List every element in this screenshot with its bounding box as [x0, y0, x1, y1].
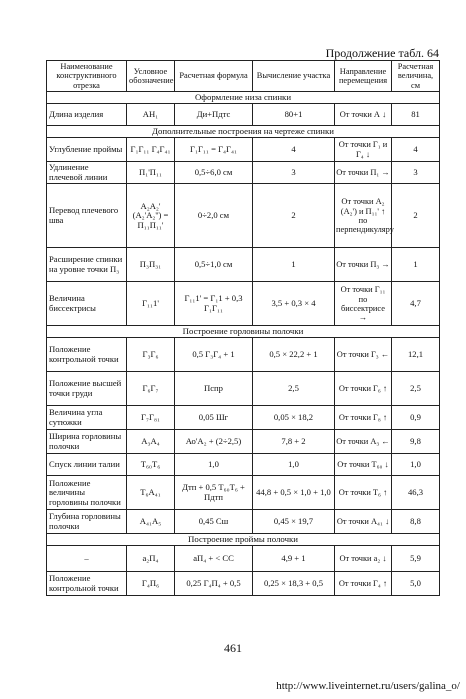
cell-formula: 0,5 Г₃Г₄ + 1 [175, 338, 253, 372]
cell-segment-name: Величина биссектрисы [47, 282, 127, 326]
cell-formula: 0,5÷6,0 см [175, 162, 253, 184]
cell-symbol: Г₄П₆ [127, 572, 175, 596]
table-continuation-label: Продолжение табл. 64 [325, 46, 439, 60]
cell-segment-name: Глубина горловины полочки [47, 510, 127, 534]
cell-formula: 1,0 [175, 454, 253, 476]
cell-direction: От точки Т₆₀ ↓ [335, 454, 392, 476]
cell-direction: От точки Г₃ ← [335, 338, 392, 372]
cell-formula: Г₁₁1' = Г₁1 + 0,3 Г₁Г₁₁ [175, 282, 253, 326]
cell-value: 2,5 [392, 372, 440, 406]
cell-formula: 0÷2,0 см [175, 184, 253, 248]
cell-segment-name: Длина изделия [47, 104, 127, 126]
table-row [47, 454, 440, 476]
table-row [47, 184, 440, 248]
cell-direction: От точки Г₄ ↑ [335, 572, 392, 596]
cell-direction: От точки Г₈ ↑ [335, 406, 392, 430]
cell-value: 4 [392, 138, 440, 162]
header-calculation: Вычисление участка [253, 61, 335, 92]
table-row [47, 104, 440, 126]
cell-calculation: 4 [253, 138, 335, 162]
cell-value: 5,9 [392, 546, 440, 572]
table-row [47, 282, 440, 326]
cell-calculation: 80+1 [253, 104, 335, 126]
cell-calculation: 4,9 + 1 [253, 546, 335, 572]
header-segment-name: Наименование конструктивного отрезка [47, 61, 127, 92]
cell-value: 1 [392, 248, 440, 282]
cell-direction: От точки П₁ → [335, 162, 392, 184]
cell-value: 8,8 [392, 510, 440, 534]
cell-value: 4,7 [392, 282, 440, 326]
header-direction: Направление перемещения [335, 61, 392, 92]
cell-calculation: 1 [253, 248, 335, 282]
cell-value: 3 [392, 162, 440, 184]
cell-symbol: Г₆Г₇ [127, 372, 175, 406]
table-row [47, 372, 440, 406]
cell-formula: Ао'А₂ + (2÷2,5) [175, 430, 253, 454]
table-row [47, 162, 440, 184]
cell-value: 2 [392, 184, 440, 248]
cell-formula: Г₁Г₁₁ = Г₄Г₄₁ [175, 138, 253, 162]
cell-segment-name: Положение контрольной точки [47, 338, 127, 372]
cell-segment-name: – [47, 546, 127, 572]
table-row [47, 546, 440, 572]
section-title-row [47, 126, 440, 138]
cell-symbol: Г₁₁1' [127, 282, 175, 326]
cell-formula: 0,5÷1,0 см [175, 248, 253, 282]
table-row [47, 510, 440, 534]
cell-symbol: А₂А₂' (А₂'А₂'') = П₁₁П₁₁' [127, 184, 175, 248]
cell-symbol: П₁'П₁₁ [127, 162, 175, 184]
header-formula: Расчетная формула [175, 61, 253, 92]
cell-segment-name: Положение контрольной точки [47, 572, 127, 596]
cell-segment-name: Углубление проймы [47, 138, 127, 162]
cell-direction: От точки А ↓ [335, 104, 392, 126]
cell-calculation: 7,8 + 2 [253, 430, 335, 454]
cell-segment-name: Спуск линии талии [47, 454, 127, 476]
cell-calculation: 1,0 [253, 454, 335, 476]
cell-segment-name: Положение величины горловины полочки [47, 476, 127, 510]
table-row [47, 476, 440, 510]
cell-calculation: 3 [253, 162, 335, 184]
cell-symbol: Г₇Г₈₁ [127, 406, 175, 430]
cell-formula: 0,05 Шг [175, 406, 253, 430]
cell-value: 46,3 [392, 476, 440, 510]
cell-segment-name: Расширение спинки на уровне точки П₃ [47, 248, 127, 282]
table-row [47, 406, 440, 430]
cell-formula: аП₄ + < СС [175, 546, 253, 572]
section-title-row [47, 534, 440, 546]
cell-segment-name: Величина угла сутюжки [47, 406, 127, 430]
cell-calculation: 44,8 + 0,5 × 1,0 + 1,0 [253, 476, 335, 510]
cell-segment-name: Перевод плечевого шва [47, 184, 127, 248]
cell-segment-name: Положение высшей точки груди [47, 372, 127, 406]
cell-symbol: а₂П₄ [127, 546, 175, 572]
cell-calculation: 0,25 × 18,3 + 0,5 [253, 572, 335, 596]
cell-value: 9,8 [392, 430, 440, 454]
cell-calculation: 0,05 × 18,2 [253, 406, 335, 430]
section-title: Построение горловины полочки [47, 326, 440, 338]
section-title: Оформление низа спинки [47, 92, 440, 104]
cell-formula: Ди+Пдтс [175, 104, 253, 126]
cell-direction: От точки Г₆ ↑ [335, 372, 392, 406]
cell-formula: Дтп + 0,5 Т₆₀Т₆ + Пдтп [175, 476, 253, 510]
header-symbol: Условное обозначение [127, 61, 175, 92]
cell-calculation: 3,5 + 0,3 × 4 [253, 282, 335, 326]
header-value: Расчетная величина, см [392, 61, 440, 92]
cell-symbol: Т₆А₄₁ [127, 476, 175, 510]
cell-formula: 0,25 Г₄П₄ + 0,5 [175, 572, 253, 596]
cell-symbol: А₄₁А₅ [127, 510, 175, 534]
table-row [47, 248, 440, 282]
cell-direction: От точки Г₁ и Г₄ ↓ [335, 138, 392, 162]
section-title-row [47, 326, 440, 338]
section-title: Дополнительные построения на чертеже спинки [47, 126, 440, 138]
cell-segment-name: Удлинение плечевой линии [47, 162, 127, 184]
cell-value: 81 [392, 104, 440, 126]
footer-url: http://www.liveinternet.ru/users/galina_o/ [276, 680, 460, 692]
cell-symbol: Т₆₀Т₆ [127, 454, 175, 476]
cell-value: 1,0 [392, 454, 440, 476]
cell-symbol: А₃А₄ [127, 430, 175, 454]
cell-direction: От точки А₃ ← [335, 430, 392, 454]
page-number: 461 [224, 641, 242, 655]
cell-calculation: 0,5 × 22,2 + 1 [253, 338, 335, 372]
cell-formula: 0,45 Сш [175, 510, 253, 534]
cell-calculation: 2 [253, 184, 335, 248]
cell-symbol: АН₁ [127, 104, 175, 126]
cell-calculation: 0,45 × 19,7 [253, 510, 335, 534]
cell-formula: Пспр [175, 372, 253, 406]
cell-value: 0,9 [392, 406, 440, 430]
calculation-table [46, 60, 440, 596]
table-row [47, 138, 440, 162]
cell-direction: От точки Г₁₁ по биссектрисе → [335, 282, 392, 326]
cell-symbol: Г₃Г₆ [127, 338, 175, 372]
table-row [47, 572, 440, 596]
cell-symbol: Г₁Г₁₁ Г₄Г₄₁ [127, 138, 175, 162]
cell-symbol: П₃П₃₁ [127, 248, 175, 282]
cell-direction: От точки Т₆ ↑ [335, 476, 392, 510]
table-row [47, 338, 440, 372]
cell-direction: От точки А₂ (А₂') и П₁₁' ↑ по перпендикуляру [335, 184, 392, 248]
table-row [47, 430, 440, 454]
table-header-row [47, 61, 440, 92]
cell-direction: От точки а₂ ↓ [335, 546, 392, 572]
cell-calculation: 2,5 [253, 372, 335, 406]
section-title-row [47, 92, 440, 104]
cell-value: 12,1 [392, 338, 440, 372]
cell-value: 5,0 [392, 572, 440, 596]
cell-direction: От точки А₄₁ ↓ [335, 510, 392, 534]
section-title: Построение проймы полочки [47, 534, 440, 546]
cell-direction: От точки П₃ → [335, 248, 392, 282]
cell-segment-name: Ширина горловины полочки [47, 430, 127, 454]
